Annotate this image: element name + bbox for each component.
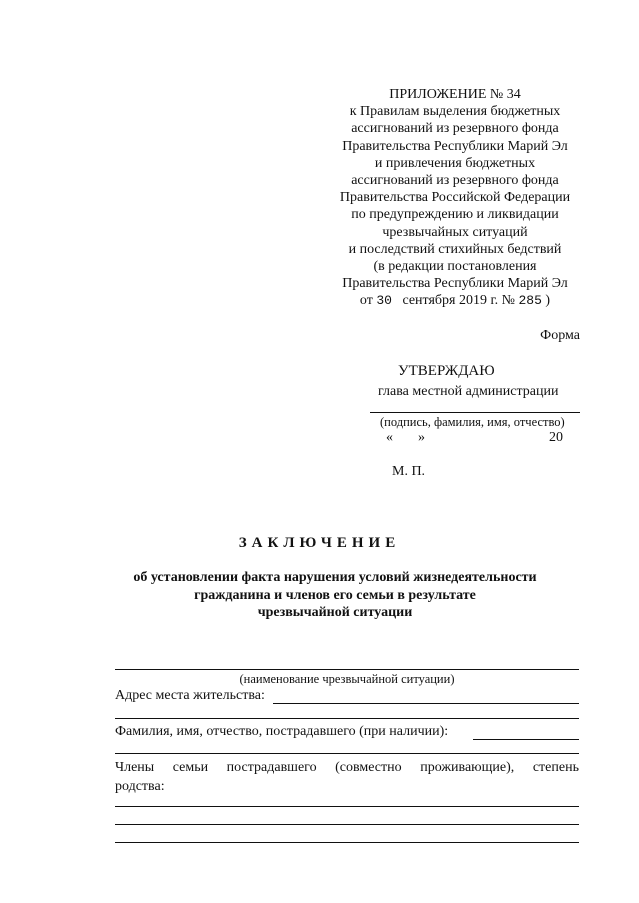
form-label: Форма: [540, 328, 580, 343]
appendix-line: и последствий стихийных бедствий: [348, 241, 562, 257]
appendix-line: и привлечения бюджетных: [374, 155, 536, 171]
approve-subtitle: глава местной администрации: [378, 384, 559, 399]
members-line[interactable]: [115, 842, 579, 843]
members-word: (совместно: [335, 760, 402, 775]
victim-name-line[interactable]: [473, 739, 579, 740]
appendix-line: к Правилам выделения бюджетных: [349, 104, 561, 120]
emergency-caption: (наименование чрезвычайной ситуации): [239, 672, 455, 686]
approve-title: УТВЕРЖДАЮ: [398, 363, 495, 379]
appendix-date-line: [330, 292, 580, 309]
date-day: 30: [376, 293, 392, 309]
address-continuation-line[interactable]: [115, 718, 579, 719]
date-month-year: сентября 2019 г. №: [402, 293, 515, 309]
emergency-name-line[interactable]: [115, 669, 579, 670]
date-prefix: от: [359, 293, 373, 309]
appendix-line: по предупреждению и ликвидации: [351, 207, 559, 223]
subtitle-line: об установлении факта нарушения условий жизнедеятельности: [133, 570, 537, 585]
members-word: пострадавшего: [226, 760, 317, 775]
members-word: проживающие),: [420, 760, 515, 775]
approve-date-row: [386, 430, 586, 450]
subtitle-line: чрезвычайной ситуации: [257, 605, 413, 620]
members-line[interactable]: [115, 824, 579, 825]
appendix-header: [330, 86, 580, 310]
appendix-line: Правительства Республики Марий Эл: [342, 138, 568, 154]
stamp-label: М. П.: [392, 464, 426, 479]
decree-number: 285: [518, 293, 542, 309]
document-title: ЗАКЛЮЧЕНИЕ: [238, 535, 401, 551]
address-line[interactable]: [273, 703, 579, 704]
members-label-second: родства:: [115, 779, 165, 794]
family-members-field: [115, 758, 579, 796]
members-label-line: [115, 758, 579, 777]
appendix-line: чрезвычайных ситуаций: [382, 224, 528, 240]
appendix-line: (в редакции постановления: [373, 259, 537, 275]
appendix-line: Правительства Российской Федерации: [339, 190, 571, 206]
appendix-line: ассигнований из резервного фонда: [351, 121, 559, 137]
year-prefix: 20: [549, 430, 563, 445]
victim-name-continuation-line[interactable]: [115, 753, 579, 754]
victim-name-field: [115, 724, 579, 744]
date-suffix: ): [545, 293, 551, 309]
address-field: [115, 688, 579, 708]
members-word: семьи: [172, 760, 209, 775]
members-line[interactable]: [115, 806, 579, 807]
subtitle-line: гражданина и членов его семьи в результате: [194, 587, 476, 603]
address-label: Адрес места жительства:: [115, 688, 265, 703]
open-quote: «: [386, 430, 393, 445]
appendix-line: ассигнований из резервного фонда: [351, 173, 559, 189]
appendix-title: ПРИЛОЖЕНИЕ № 34: [389, 87, 521, 102]
victim-name-label: Фамилия, имя, отчество, пострадавшего (при наличии):: [115, 724, 449, 739]
members-word: Члены: [115, 760, 155, 775]
close-quote: »: [418, 430, 425, 445]
appendix-line: Правительства Республики Марий Эл: [342, 276, 568, 292]
document-subtitle: [100, 569, 570, 622]
signature-caption: (подпись, фамилия, имя, отчество): [380, 415, 565, 429]
signature-line[interactable]: [370, 412, 580, 413]
members-word: степень: [532, 760, 579, 775]
